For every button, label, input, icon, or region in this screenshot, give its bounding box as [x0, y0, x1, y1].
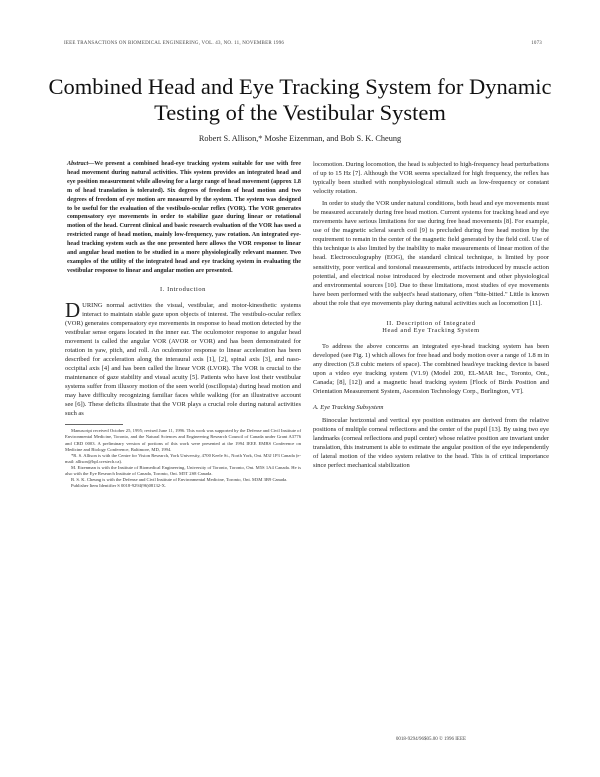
running-head-journal: IEEE TRANSACTIONS ON BIOMEDICAL ENGINEERING, VOL. 43, NO. 11, NOVEMBER 1996 [64, 41, 285, 46]
footnote-publisher-id: Publisher Item Identifier S 0018-9294(96)08132-X. [71, 483, 167, 489]
page-number: 1073 [531, 41, 542, 46]
footnote-author-allison: *R. S. Allison is with the Centre for Vision Research, York University, 4700 Keele St., North York, Ont. M3J 1P3 Canada (e-mail: allison@hpl.crestech.ca). [65, 452, 301, 464]
section-heading-description [313, 320, 549, 334]
paper-title: Combined Head and Eye Tracking System for Dynamic Testing of the Vestibular System [48, 74, 552, 125]
body-paragraph: To address the above concerns an integrated eye-head tracking system has been developed (see Fig. 1) which allows for free head and body motion over a range of 1.8 m in any direction (5.8 cubic meters of space). The combined head/eye tracking device is based upon a video eye tracking system (V1.9) (Model 200, EL-MAR Inc., Toronto, Ont., Canada; [8], [12]) and a magnetic head tracking system [Flock of Birds Position and Orientation Measurement System, Ascension Technology Corp., Burlington, VT]. [313, 342, 549, 395]
abstract [67, 160, 301, 276]
drop-cap: D [65, 297, 81, 322]
abstract-text: We present a combined head-eye tracking system suitable for use with free head movement during natural activities. This system provides an integrated head and eye position measurement while allowing for a large range of head movement (approx 1.8 m of head translation is tolerated). Six degrees of freedom of head motion and two degrees of freedom of eye motion are measured by the system. The system was designed to be useful for the evaluation of the vestibulo-ocular reflex (VOR). The VOR generates compensatory eye movements in order to stabilize gaze during linear or rotational motion of the head. Current clinical and basic research evaluation of the VOR has used a restricted range of head motion, mainly low-frequency, yaw rotation. An integrated eye-head tracking system such as the one presented here allows the VOR response to linear and angular head motion to be studied in a more physiologically relevant manner. Two examples of the utility of the integrated head and eye tracking system in evaluating the vestibular response to linear and angular motion are presented. [67, 161, 301, 274]
section-heading-line: Head and Eye Tracking System [382, 326, 480, 334]
footnotes [65, 428, 301, 489]
intro-paragraph-text: URING normal activities the visual, vestibular, and motor-kinesthetic systems interact to maintain stable gaze upon objects of interest. The vestibulo-ocular reflex (VOR) generates compensatory eye movements in response to head motion detected by the vestibular sense organs located in the inner ear. The oculomotor response to angular head movement is called the angular VOR (AVOR or VOR) and has been demonstrated for rotation in yaw, pitch, and roll. An oculomotor response to linear acceleration has been described for acceleration along the interaural axis [1], [2], spinal axis [3], and naso-occipital axis [4] and has been called the linear VOR (LVOR). The VOR is crucial to the maintenance of gaze stability and visual acuity [5]. Patients who have lost their vestibular systems suffer from illusory motion of the seen world (oscillopsia) during head motion and may have difficulty recognizing familiar faces while walking (for an illustrative account see [6]). These deficits illustrate that the VOR plays a crucial role during natural activities such as [65, 301, 301, 418]
footnote-manuscript: Manuscript received October 25, 1995; revised June 11, 1996. This work was supported by the Defense and Civil Institute of Environmental Medicine, Toronto, and the Natural Sciences and Engineering Research Council of Canada under Grant A3776 and CRD 0003. A preliminary version of portions of this work were presented at the 1994 IEEE EMBS Conference on Medicine and Biology Conference, Baltimore, MD, 1994. [65, 428, 301, 452]
subsection-heading-eye-tracking: A. Eye Tracking Subsystem [313, 404, 384, 412]
section-heading-introduction: I. Introduction [160, 285, 206, 293]
footnote-author-eizenman: M. Eizenman is with the Institute of Biomedical Engineering, University of Toronto, Toronto, Ont. M5S 1A4 Canada. He is also with the Eye Research Institute of Canada, Toronto, Ont. M5T 2S8 Canada. [65, 464, 301, 477]
body-paragraph: Binocular horizontal and vertical eye position estimates are derived from the relative positions of multiple corneal reflections and the center of the pupil [13]. By using two eye landmarks (corneal reflections and pupil center) whose relative position are invariant under translation, this instrument is able to estimate the angular position of the eye independently of lateral motion of the video system relative to the head. This is of critical importance since perfect mechanical stabilization [313, 417, 549, 470]
abstract-label: Abstract— [67, 161, 95, 167]
left-column [65, 160, 301, 489]
footnote-rule [65, 424, 123, 425]
body-paragraph: In order to study the VOR under natural conditions, both head and eye movements must be measured accurately during free head motion. Current systems for tracking head and eye movements have serious limitations for use during free head movements [8]. For example, use of the magnetic scleral search coil [9] is precluded during free head motion by the requirement to remain in the center of the magnetic field generated by the field coil. Use of this technique is also limited by the inability to make measurements of linear motion of the head. Electrooculography (EOG), the standard clinical technique, is limited by poor sensitivity, poor vertical and torsional measurements, artifacts introduced by muscle action potential, and electrical noise introduced by electrode movement and other physiological and environmental sources [10]. Due to these limitations, most studies of eye movements have been performed with the subject's head stationary, often "bite-bitted." Little is known about the role that eye movements play during natural activities such as locomotion [11]. [313, 200, 549, 307]
author-list: Robert S. Allison,* Moshe Eizenman, and Bob S. K. Cheung [198, 134, 402, 143]
running-head [64, 41, 542, 46]
right-column [313, 160, 549, 473]
copyright-line: 0018-9294/96$05.00 © 1996 IEEE [395, 737, 467, 742]
section-heading-line: II. Description of Integrated [386, 319, 476, 327]
body-paragraph: locomotion. During locomotion, the head is subjected to high-frequency head perturbations of up to 15 Hz [7]. Although the VOR seems specialized for high frequency, the reflex has typically been studied with nonphysiological stimuli such as low-frequency or constant velocity rotation. [313, 161, 549, 196]
footnote-author-cheung: B. S. K. Cheung is with the Defense and Civil Institute of Environmental Medicine, Toronto, Ont. M3M 3B9 Canada. [71, 477, 288, 483]
intro-paragraph [65, 297, 301, 419]
